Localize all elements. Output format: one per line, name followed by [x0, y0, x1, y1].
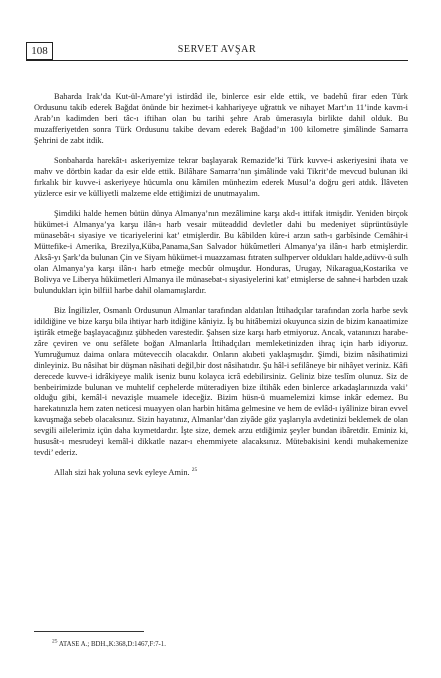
page-header	[26, 42, 408, 60]
footnote-number: 25	[52, 638, 58, 645]
page-number: 108	[26, 42, 53, 60]
running-head: SERVET AVŞAR	[177, 44, 257, 55]
header-rule	[26, 60, 408, 61]
footnote-text: ATASE A.; BDH.,K:368,D:1467,F:7-1.	[58, 641, 166, 648]
footnote-rule	[34, 631, 144, 632]
paragraph-2: Sonbaharda harekât-ı askeriyemize tekrar başlayarak Remazide’ki Türk kuvve-i askeriyesini ihata ve mahv ve dörtbin kadar da esir elde ettik. Bilâhare Samarra’nın şimâlinde vaki Tikrit’de mevcud bulunan iki fırkalık bir kuvve-i askeriyeye hücumla onu kâmilen münhezim ederek Musul’a doğru geri atdık. İlâveten yüzlerce esir ve külliyetli malzeme elde ettiğimizi de unutmayalım.	[34, 156, 408, 198]
footnote	[52, 640, 392, 649]
paragraph-3: Şimdiki halde hemen bütün dünya Almanya’nın mezâlimine karşı akd-ı ittifak itmişdir. Yeniden birçok hükümet-i Almanya’ya karşu ilân-ı harb vesair müteaddid devletler dahi bu medeniyet süprüntüsüyle münasebât-ı siyasiye ve ticariyelerini kat’ etmişlerdir. Bu kâbilden küre-i arzın sath-ı garbîsinde Cemâhir-i Müttefike-i Amerika, Brezilya,Küba,Panama,San Salvador hükûmetleri Almanya’ya ilân-ı harb etmişlerdir. Aksâ-yı Şark’da bulunan Çin ve Siyam hükümet-i muazzaması fıtraten sulhperver oldukları halde,adüvv-ü sulh olan Almanya’ya karşı ilân-ı harb etmeğe mecbûr olmuşdur. Honduras, Urugay, Nikaragua,Kostarika ve Bolivya ve Liberya hükümetleri Almanya ile münasebat-ı siyasiyelerini kat’ etmişlerse de sahne-i harbden uzak bulundukları için bilfiil harbe dahil olamamışlardır.	[34, 209, 408, 295]
closing-line	[34, 468, 408, 479]
paragraph-1: Baharda Irak’da Kut-ül-Amare’yi istirdâd ile, binlerce esir elde ettik, ve badehû firar eden Türk Ordusunu takib ederek Bağdat önünde bir hezimet-i kahhariyeye uğrattık ve nihayet Mart’ın 11’inde kavm-i Arab’ın kadimden beri tâc-ı iftihan olan bu tarihi şehre Arab ümerasıyla birlikte dahil olduk. Bu muzafferiyetden sonra Türk Ordusunu takibe devam ederek Bağdad’ın 100 kilometre şimâlinde Samarra Şehrini de zabt itdik.	[34, 92, 408, 145]
paragraph-4: Biz İngilizler, Osmanlı Ordusunun Almanlar tarafından aldatılan İttihadçılar tarafından zorla harbe sevk idildiğine ve bize karşu bila ihtiyar harb itdiğine kâniyiz. İş bu hitâbemizi okuyunca sizin de bizim kanaatimize iştirâk etmeğe başlayacağınız şübheden varestedir. Şahsen size karşı harb etmiyoruz. Ancak, vatanınızı harabe-zâre çeviren ve onu sefâlete boğan Almanlarla İttihadçıları memleketinizden ihraç için harb idiyoruz. Yumruğumuz daima onlara müteveccih olacakdır. Onların akıbeti yaklaşmışdır. Şimdi, bizim nâsihatimizi dinleyiniz. Bu nâsihat bir düşman nâsihati değil,bir dost nâsihatıdır. Şu hâl-i sefilâneye bir nihâyet veriniz. Kâfi derecede kuvve-i idrâkiyeye malik iseniz bunu kolayca icrâ edebilirsiniz. Geliniz bize teslîm olunuz. Siz de benbeirimizde bulunan ve muhtelif cephelerde müteradiyen bize iltihâk eden binlerce arkadaşlarınızda vaki’ olduğu gibi, kemâl-i nevazişle muamele ideceğiz. Bizim hüsn-ü muamelemizi kimse inkâr edemez. Bu harekatınızla hem zaten neticesi muayyen olan harbin hitâma gelmesine ve hem de evlâd-ı iyâlinize biran evvel kavuşmağa sebeb olacaksınız. Sizin hayatınız, Almanlar’dan ziyâde göz yaşlarıyla avdetinizi beklemek de olan sevgili ailelerimiz içün daha kıymetdardır. İşte size, demek arzu etdiğimiz şeyler bundan ibâretdir. Eminiz ki, hususât-ı mesrudeyi kemâl-i dikkatle nazar-ı ehemmiyete alacaksınız. Mütebakisini kendi muhakemenize tevdi’ ederiz.	[34, 306, 408, 457]
footnote-reference[interactable]: 25	[191, 467, 198, 474]
body-text	[34, 92, 408, 489]
closing-text: Allah sizi hak yoluna sevk eyleye Amin.	[54, 468, 190, 478]
